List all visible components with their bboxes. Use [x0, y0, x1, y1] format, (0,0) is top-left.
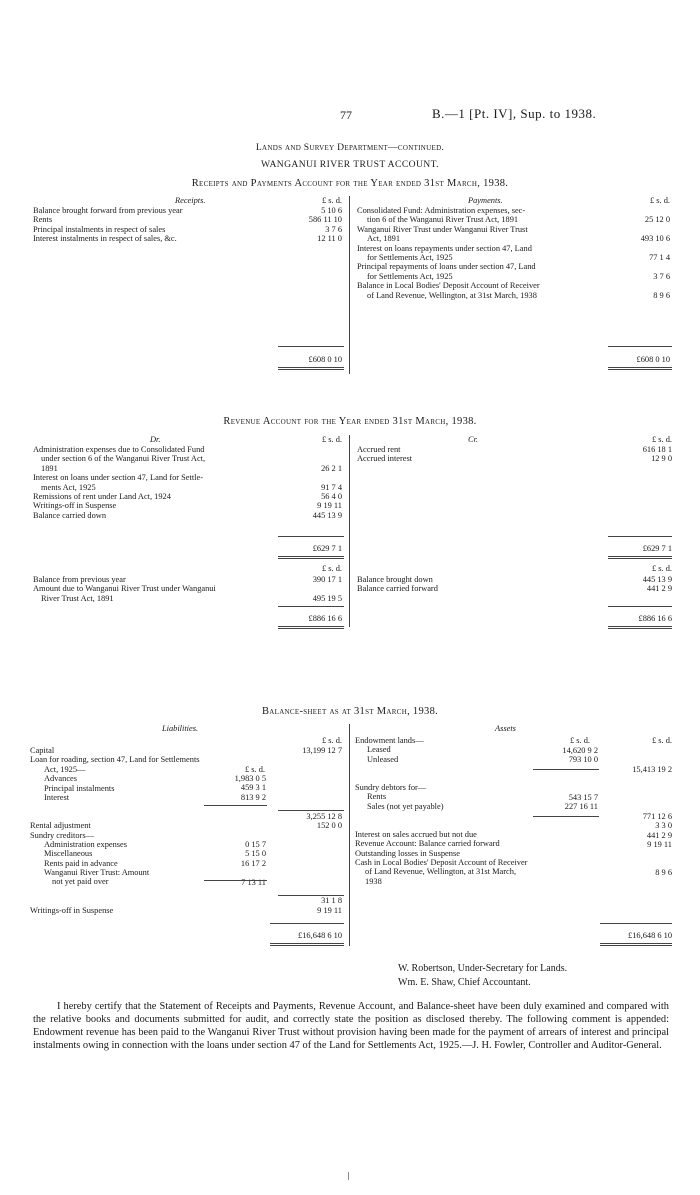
- liab-line: Interest: [44, 792, 70, 802]
- asset-outer-amount: 9 19 11: [647, 839, 672, 849]
- receipt-amount: 586 11 10: [308, 215, 342, 225]
- asset-inner-amount: 227 16 11: [564, 802, 598, 812]
- receipt-amount: 5 10 6: [321, 206, 342, 215]
- rule: [348, 1172, 349, 1180]
- cr2-amount: 441 2 9: [646, 584, 672, 594]
- payment-line: Balance in Local Bodies' Deposit Account of Receiver: [357, 281, 540, 291]
- payment-line: Principal repayments of loans under section 47, Land: [357, 262, 536, 272]
- assets-labels: [355, 736, 527, 886]
- asset-line: of Land Revenue, Wellington, at 31st March,: [365, 867, 517, 877]
- receipts-currency-header: £ s. d.: [321, 196, 342, 205]
- cr-amount: 616 18 1: [642, 445, 672, 454]
- revenue-dr-amounts: [270, 445, 342, 520]
- signature-under-secretary: W. Robertson, Under-Secretary for Lands.: [398, 963, 568, 974]
- revenue-cr2-amounts: [602, 575, 672, 594]
- revenue-dr2-total: £886 16 6: [308, 614, 342, 623]
- cr-line: Accrued rent: [357, 445, 401, 454]
- rule: [600, 943, 672, 946]
- rule: [608, 606, 672, 607]
- asset-line: Rents: [367, 792, 387, 802]
- rule: [600, 923, 672, 924]
- liab-line: Loan for roading, section 47, Land for Settlements: [30, 755, 200, 765]
- revenue-cr-currency-2: £ s. d.: [651, 564, 672, 573]
- revenue-dr-currency: £ s. d.: [321, 435, 342, 444]
- rp-divider: [349, 196, 350, 374]
- assets-total: £16,648 6 10: [628, 931, 672, 940]
- revenue-divider: [349, 435, 350, 627]
- dr-line: Administration expenses due to Consolidated Fund: [33, 445, 205, 454]
- payment-amount: 493 10 6: [640, 234, 670, 244]
- asset-outer-amount: 3 3 0: [655, 821, 672, 831]
- asset-line: Leased: [367, 745, 391, 755]
- liab-amount: 152 0 0: [316, 821, 342, 831]
- receipt-label: Principal instalments in respect of sales: [33, 224, 166, 234]
- receipt-label: Interest instalments in respect of sales, &c.: [33, 234, 177, 244]
- sundry-creditor-amount: 0 15 7: [245, 840, 266, 849]
- payment-line: tion 6 of the Wanganui River Trust Act, 1891: [367, 215, 519, 225]
- liab-line: Rental adjustment: [30, 821, 91, 831]
- loan-amount: 813 9 2: [240, 792, 266, 802]
- cr-line: Accrued interest: [357, 454, 413, 464]
- payments-heading: Payments.: [468, 196, 503, 205]
- rule: [278, 346, 344, 347]
- rule: [278, 556, 344, 559]
- dr-line: Balance carried down: [33, 510, 107, 520]
- asset-line: Unleased: [367, 754, 399, 764]
- rule: [278, 895, 344, 896]
- assets-outer-currency: £ s. d.: [651, 736, 672, 745]
- payment-amount: 3 7 6: [653, 271, 670, 281]
- revenue-cr-amounts: [602, 445, 672, 464]
- revenue-cr-labels: [357, 445, 412, 464]
- payments-total: £608 0 10: [636, 355, 670, 364]
- dr-heading: Dr.: [150, 435, 161, 444]
- liab-line: Principal instalments: [44, 783, 115, 793]
- payment-line: Wanganui River Trust under Wanganui River Trust: [357, 224, 528, 234]
- asset-line: Endowment lands—: [355, 736, 424, 745]
- payment-line: Act, 1891: [367, 234, 401, 244]
- loan-currency: £ s. d.: [244, 765, 265, 774]
- revenue-cr2-labels: [357, 575, 438, 594]
- liab-amount: 9 19 11: [317, 905, 342, 915]
- cr-amount: 12 9 0: [651, 454, 672, 464]
- liab-amount: 3,255 12 8: [306, 811, 342, 821]
- payment-amount: 8 9 6: [653, 290, 670, 300]
- payments-labels: [357, 206, 540, 300]
- revenue-title: Revenue Account for the Year ended 31st March, 1938.: [223, 416, 477, 427]
- payment-line: Consolidated Fund: Administration expenses, sec-: [357, 206, 526, 215]
- dr2-line: River Trust Act, 1891: [41, 593, 114, 603]
- asset-line: Revenue Account: Balance carried forward: [355, 839, 500, 849]
- asset-inner-amount: 543 15 7: [568, 792, 598, 802]
- receipts-payments-title: Receipts and Payments Account for the Year ended 31st March, 1938.: [191, 178, 509, 189]
- revenue-dr2-labels: [33, 575, 216, 603]
- asset-line: Cash in Local Bodies' Deposit Account of Receiver: [355, 858, 528, 868]
- dr-amount: 56 4 0: [321, 491, 342, 501]
- asset-line: 1938: [365, 876, 382, 886]
- dr-line: Writings-off in Suspense: [33, 501, 117, 511]
- rule: [204, 880, 267, 881]
- liab-line: Wanganui River Trust: Amount: [44, 868, 150, 878]
- cr2-line: Balance carried forward: [357, 584, 438, 594]
- sundry-creditor-amount: 5 15 0: [245, 849, 266, 859]
- receipts-amounts: [270, 206, 342, 244]
- liab-line: Writings-off in Suspense: [30, 905, 114, 915]
- signature-chief-accountant: Wm. E. Shaw, Chief Accountant.: [398, 977, 531, 988]
- dr-line: ments Act, 1925: [41, 482, 96, 492]
- receipts-labels: [33, 206, 183, 244]
- payment-line: for Settlements Act, 1925: [367, 271, 453, 281]
- asset-inner-amount: 793 10 0: [568, 755, 598, 765]
- asset-inner-amounts: [520, 746, 598, 812]
- dr-amount: 445 13 9: [312, 510, 342, 520]
- dr-line: 1891: [41, 463, 58, 473]
- rule: [608, 556, 672, 559]
- dr-line: Remissions of rent under Land Act, 1924: [33, 491, 171, 501]
- payments-currency-header: £ s. d.: [649, 196, 670, 205]
- assets-inner-currency: £ s. d.: [569, 736, 590, 745]
- loan-amount: 459 3 1: [240, 783, 266, 793]
- dr-amount: 26 2 1: [321, 463, 342, 473]
- asset-outer-amount: 8 9 6: [655, 868, 672, 878]
- loan-amounts: [196, 774, 266, 802]
- cr-heading: Cr.: [468, 435, 479, 444]
- cr2-line: Balance brought down: [357, 575, 433, 584]
- liab-line: Advances: [44, 774, 78, 784]
- revenue-cr-total: £629 7 1: [642, 544, 672, 553]
- rule: [278, 536, 344, 537]
- balance-divider: [349, 724, 350, 946]
- rule: [608, 346, 672, 347]
- liab-amount: 13,199 12 7: [302, 746, 342, 755]
- rule: [278, 810, 344, 811]
- liab-line: Rents paid in advance: [44, 858, 118, 868]
- asset-outer-amount: 771 12 6: [642, 811, 672, 821]
- asset-inner-amount: 14,620 9 2: [562, 746, 598, 755]
- revenue-cr2-total: £886 16 6: [638, 614, 672, 623]
- asset-line: Outstanding losses in Suspense: [355, 848, 460, 858]
- revenue-dr-currency-2: £ s. d.: [321, 564, 342, 573]
- receipt-amount: 12 11 0: [317, 234, 342, 244]
- liab-line: Capital: [30, 746, 55, 755]
- account-name: WANGANUI RIVER TRUST ACCOUNT.: [261, 159, 439, 170]
- dr-amount: 91 7 4: [321, 482, 342, 492]
- liab-line: Administration expenses: [44, 839, 128, 849]
- rule: [278, 367, 344, 370]
- rule: [278, 606, 344, 607]
- dr-amount: 9 19 11: [317, 501, 342, 511]
- receipt-label: Balance brought forward from previous year: [33, 206, 183, 215]
- liab-amount: 31 1 8: [321, 896, 342, 906]
- liabilities-labels: [30, 746, 200, 915]
- payment-amount: 77 1 4: [649, 252, 670, 262]
- sundry-creditor-amount: 16 17 2: [240, 858, 266, 868]
- liab-line: Sundry creditors—: [30, 830, 94, 840]
- revenue-dr-total: £629 7 1: [312, 544, 342, 553]
- payment-amount: 25 12 0: [644, 215, 670, 225]
- asset-line: Interest on sales accrued but not due: [355, 829, 477, 839]
- revenue-cr-currency: £ s. d.: [651, 435, 672, 444]
- liab-line: Miscellaneous: [44, 849, 93, 859]
- liabilities-total: £16,648 6 10: [298, 931, 342, 940]
- payments-amounts: [600, 206, 670, 300]
- rule: [270, 923, 344, 924]
- asset-line: Sales (not yet payable): [367, 801, 444, 811]
- rule: [608, 367, 672, 370]
- page-reference: B.—1 [Pt. IV], Sup. to 1938.: [432, 106, 597, 121]
- liabilities-heading: Liabilities.: [162, 724, 199, 733]
- receipts-total: £608 0 10: [308, 355, 342, 364]
- rule: [270, 943, 344, 946]
- dr-line: Interest on loans under section 47, Land for Settle-: [33, 473, 204, 483]
- rule: [278, 626, 344, 629]
- revenue-dr-labels: [33, 445, 205, 520]
- rule: [608, 536, 672, 537]
- assets-heading: Assets: [495, 724, 516, 733]
- dr2-line: Amount due to Wanganui River Trust under Wanganui: [33, 584, 216, 594]
- receipts-heading: Receipts.: [175, 196, 206, 205]
- cr2-amount: 445 13 9: [642, 575, 672, 584]
- balance-sheet-title: Balance-sheet as at 31st March, 1938.: [261, 706, 439, 717]
- sundry-creditor-amount: 7 13 11: [241, 877, 266, 887]
- revenue-dr2-amounts: [270, 575, 342, 603]
- liab-line: Act, 1925—: [44, 764, 86, 774]
- payment-line: of Land Revenue, Wellington, at 31st March, 1938: [367, 290, 537, 300]
- payment-line: for Settlements Act, 1925: [367, 252, 453, 262]
- receipt-amount: 3 7 6: [325, 224, 342, 234]
- dr2-line: Balance from previous year: [33, 575, 126, 584]
- auditor-certificate: I hereby certify that the Statement of Receipts and Payments, Revenue Account, and Balance-sheet have been duly examined and compared with the relative books and documents submitted for audit, and correctly state the position as disclosed thereby. The following comment is appended: Endowment revenue has been paid to the Wanganui River Trust without provision having been made for the payment of arrears of interest and principal instalments owing in connection with the loans under section 47 of the Land for Settlements Act, 1925.—J. H. Fowler, Controller and Auditor-General.: [33, 1001, 669, 1051]
- department-title: Lands and Survey Department—continued.: [255, 142, 445, 153]
- asset-outer-amounts: [600, 746, 672, 877]
- loan-amount: 1,983 0 5: [234, 774, 266, 783]
- rule: [533, 769, 599, 770]
- asset-outer-amount: 15,413 19 2: [632, 764, 672, 774]
- liab-line: not yet paid over: [52, 877, 109, 887]
- page-number: 77: [340, 108, 352, 122]
- rule: [204, 805, 267, 806]
- dr2-amount: 390 17 1: [312, 575, 342, 584]
- receipt-label: Rents: [33, 215, 53, 225]
- asset-outer-amount: 441 2 9: [646, 830, 672, 840]
- liabilities-currency: £ s. d.: [321, 736, 342, 745]
- liabilities-amounts: [262, 746, 342, 915]
- rule: [608, 626, 672, 629]
- dr-line: under section 6 of the Wanganui River Trust Act,: [41, 454, 206, 464]
- rule: [533, 816, 599, 817]
- payment-line: Interest on loans repayments under section 47, Land: [357, 243, 532, 253]
- asset-line: Sundry debtors for—: [355, 782, 427, 792]
- dr2-amount: 495 19 5: [312, 593, 342, 603]
